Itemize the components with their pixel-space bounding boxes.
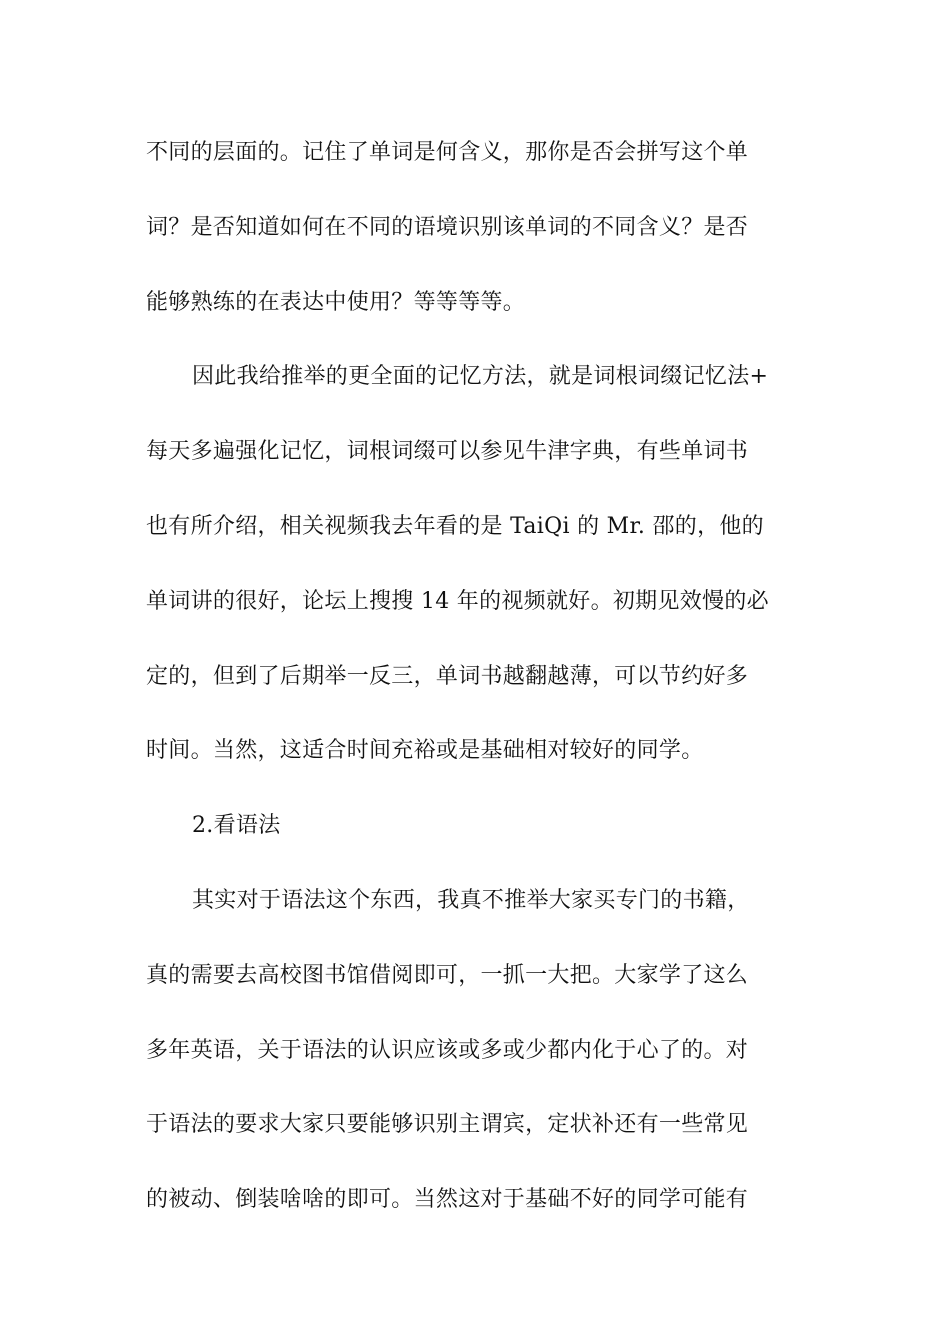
text-line: 的被动、倒装啥啥的即可。当然这对于基础不好的同学可能有 xyxy=(146,1187,749,1213)
text-line: 时间。当然，这适合时间充裕或是基础相对较好的同学。 xyxy=(146,738,704,764)
text-line: 多年英语，关于语法的认识应该或多或少都内化于心了的。对 xyxy=(146,1037,749,1063)
text-line: 于语法的要求大家只要能够识别主谓宾，定状补还有一些常见 xyxy=(146,1112,749,1138)
section-heading: 2.看语法 xyxy=(192,813,281,839)
paragraph-start-line: 其实对于语法这个东西，我真不推举大家买专门的书籍， xyxy=(192,887,750,913)
text-line: 词？是否知道如何在不同的语境识别该单词的不同含义？是否 xyxy=(146,214,749,240)
text-line: 真的需要去高校图书馆借阅即可，一抓一大把。大家学了这么 xyxy=(146,962,749,988)
text-line: 定的，但到了后期举一反三，单词书越翻越薄，可以节约好多 xyxy=(146,663,749,689)
text-line: 能够熟练的在表达中使用？等等等等。 xyxy=(146,289,526,315)
text-line: 不同的层面的。记住了单词是何含义，那你是否会拼写这个单 xyxy=(146,140,749,165)
text-line: 每天多遍强化记忆，词根词缀可以参见牛津字典，有些单词书 xyxy=(146,439,749,465)
body-text xyxy=(146,128,816,1250)
paragraph-start-line: 因此我给推举的更全面的记忆方法，就是词根词缀记忆法+ xyxy=(192,364,769,390)
text-line: 单词讲的很好，论坛上搜搜 14 年的视频就好。初期见效慢的必 xyxy=(146,588,769,614)
text-line: 也有所介绍，相关视频我去年看的是 TaiQi 的 Mr. 邵的，他的 xyxy=(146,513,764,539)
